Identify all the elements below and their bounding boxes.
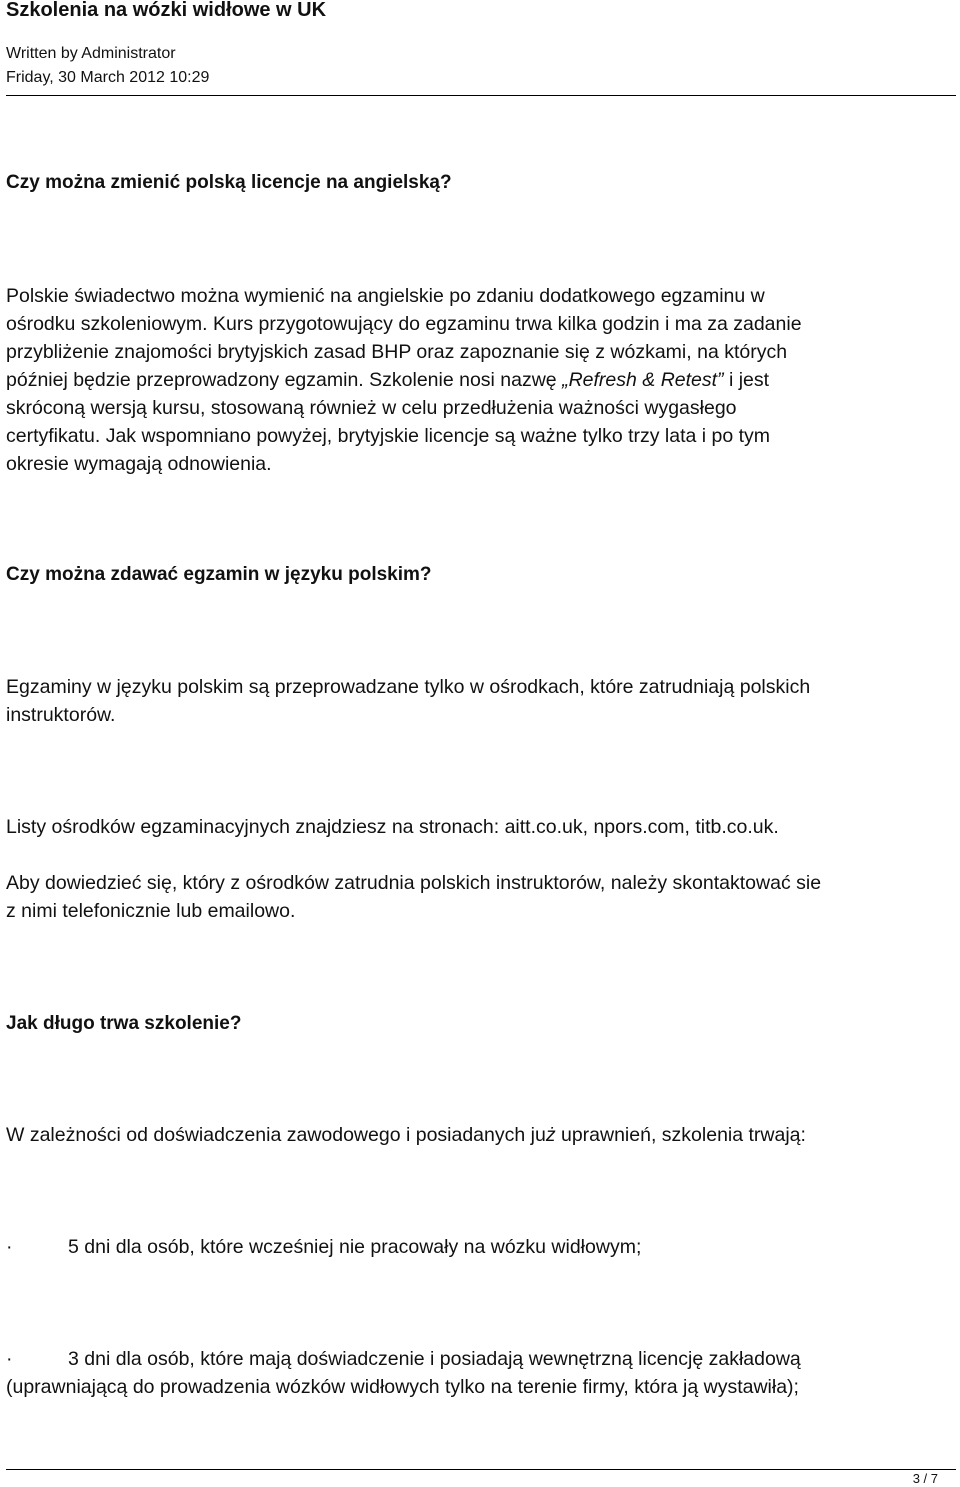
footer-divider xyxy=(6,1469,956,1470)
italic-letter: ż xyxy=(545,1124,556,1146)
paragraph-line: przybliżenie znajomości brytyjskich zasad BHP oraz zapoznanie się z wózkami, na których xyxy=(6,341,788,363)
paragraph-line: z nimi telefonicznie lub emailowo. xyxy=(6,900,296,922)
paragraph-line: Aby dowiedzieć się, który z ośrodków zatrudnia polskich instruktorów, należy skontaktować sie xyxy=(6,872,822,894)
list-item xyxy=(6,1345,801,1373)
section-heading-polish-exam: Czy można zdawać egzamin w języku polskim? xyxy=(6,564,432,585)
section-heading-license: Czy można zmienić polską licencje na angielską? xyxy=(6,172,452,193)
section-heading-duration: Jak długo trwa szkolenie? xyxy=(6,1013,242,1034)
paragraph-line: Polskie świadectwo można wymienić na angielskie po zdaniu dodatkowego egzaminu w xyxy=(6,285,765,307)
bullet-icon: · xyxy=(6,1348,13,1370)
paragraph-line: Listy ośrodków egzaminacyjnych znajdziesz na stronach: aitt.co.uk, npors.com, titb.co.uk. xyxy=(6,816,779,838)
page-number: 3 / 7 xyxy=(912,1471,938,1486)
paragraph-exam-centres xyxy=(6,813,946,841)
list-item-text: 5 dni dla osób, które wcześniej nie pracowały na wózku widłowym; xyxy=(68,1236,642,1258)
paragraph-line: certyfikatu. Jak wspomniano powyżej, brytyjskie licencje są ważne tylko trzy lata i po tym xyxy=(6,425,771,447)
paragraph-text: W zależności od doświadczenia zawodowego i posiadanych ju xyxy=(6,1124,546,1146)
course-name: „Refresh & Retest” xyxy=(562,369,724,391)
page-title: Szkolenia na wózki widłowe w UK xyxy=(6,0,327,21)
author-line: Written by Administrator xyxy=(6,45,176,62)
paragraph-line: Egzaminy w języku polskim są przeprowadzane tylko w ośrodkach, które zatrudniają polskich xyxy=(6,676,811,698)
list-item xyxy=(6,1233,641,1261)
paragraph-line: instruktorów. xyxy=(6,704,116,726)
bullet-icon: · xyxy=(6,1236,13,1258)
paragraph-polish-instructors xyxy=(6,673,946,729)
paragraph-contact xyxy=(6,869,946,925)
paragraph-text: i jest xyxy=(723,369,770,391)
paragraph-line: skróconą wersją kursu, stosowaną również w celu przedłużenia ważności wygasłego xyxy=(6,397,737,419)
header-divider xyxy=(6,95,956,96)
paragraph-line xyxy=(6,366,946,394)
date-line: Friday, 30 March 2012 10:29 xyxy=(6,69,210,86)
list-item-text: 3 dni dla osób, które mają doświadczenie i posiadają wewnętrzną licencję zakładową xyxy=(68,1348,801,1370)
paragraph-line: okresie wymagają odnowienia. xyxy=(6,453,272,475)
list-item-continuation: (uprawniającą do prowadzenia wózków widłowych tylko na terenie firmy, która ją wystawiła); xyxy=(6,1376,799,1398)
paragraph-line xyxy=(6,1121,946,1149)
paragraph-text: później będzie przeprowadzony egzamin. Szkolenie nosi nazwę xyxy=(6,369,563,391)
paragraph-line: ośrodku szkoleniowym. Kurs przygotowujący do egzaminu trwa kilka godzin i ma za zadanie xyxy=(6,313,802,335)
paragraph-text: uprawnień, szkolenia trwają: xyxy=(555,1124,806,1146)
paragraph-license xyxy=(6,282,946,478)
paragraph-duration-intro xyxy=(6,1121,946,1149)
